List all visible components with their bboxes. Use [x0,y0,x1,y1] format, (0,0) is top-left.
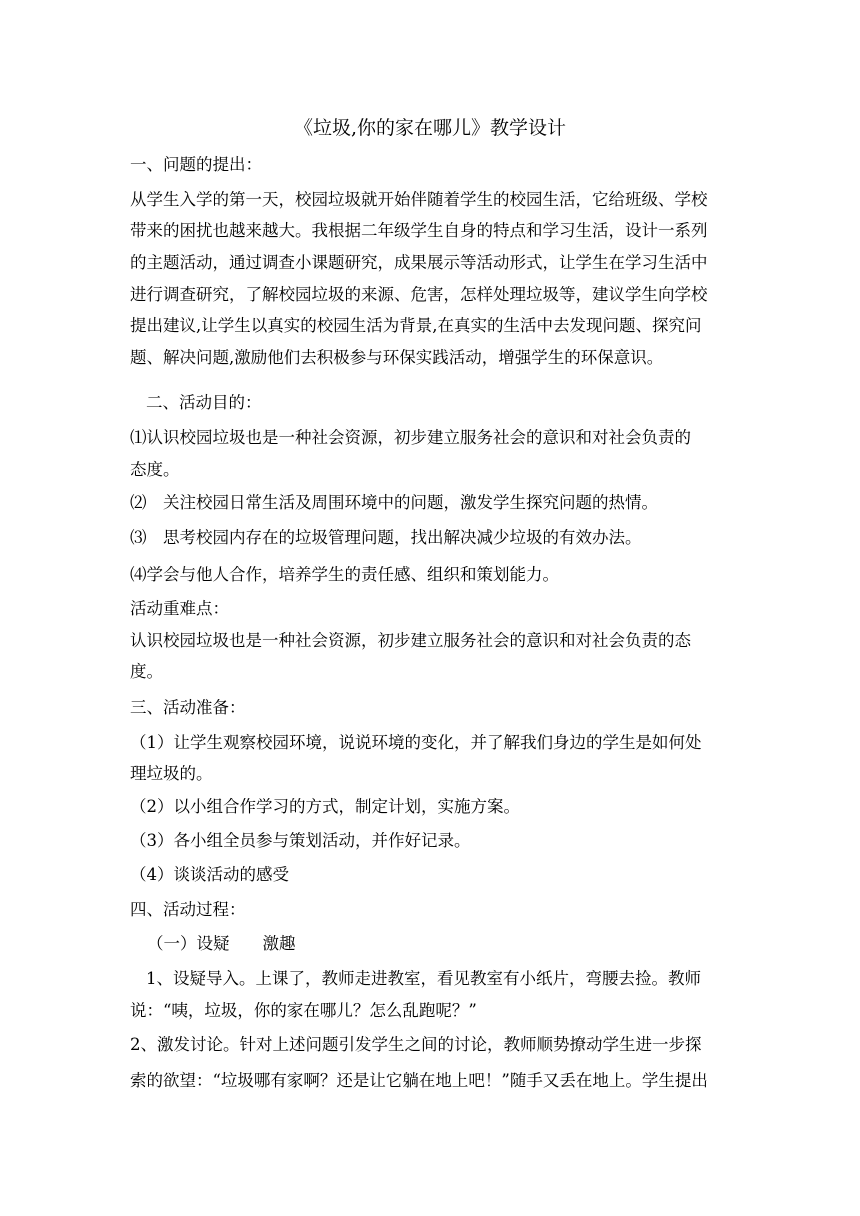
section-heading-goals: 二、活动目的： [146,393,262,412]
process-step-2: 2、激发讨论。针对上述问题引发学生之间的讨论，教师顺势撩动学生进一步探 [130,1035,702,1054]
goal-item-1-cont: 态度。 [130,460,180,479]
prep-item-1: （1）让学生观察校园环境，说说环境的变化，并了解我们身边的学生是如何处 [130,733,702,752]
paragraph-line: 题、解决问题,激励他们去积极参与环保实践活动，增强学生的环保意识。 [130,348,664,367]
process-step-2-cont: 索的欲望：“垃圾哪有家啊？还是让它躺在地上吧！”随手又丢在地上。学生提出 [130,1071,708,1090]
section-heading-preparation: 三、活动准备： [130,698,246,717]
paragraph-line: 认识校园垃圾也是一种社会资源，初步建立服务社会的意识和对社会负责的态 [130,631,691,650]
paragraph-line: 的主题活动，通过调查小课题研究，成果展示等活动形式，让学生在学习生活中 [130,253,708,272]
goal-item-2: ⑵ 关注校园日常生活及周围环境中的问题，激发学生探究问题的热情。 [130,493,658,512]
section-heading-problem: 一、问题的提出： [130,155,262,174]
paragraph-line: 带来的困扰也越来越大。我根据二年级学生自身的特点和学习生活，设计一系列 [130,221,708,240]
section-heading-process: 四、活动过程： [130,900,246,919]
paragraph-line: 进行调查研究，了解校园垃圾的来源、危害，怎样处理垃圾等，建议学生向学校 [130,285,708,304]
paragraph-line: 从学生入学的第一天，校园垃圾就开始伴随着学生的校园生活，它给班级、学校 [130,190,708,209]
prep-item-4: （4）谈谈活动的感受 [130,865,289,884]
paragraph-line: 提出建议,让学生以真实的校园生活为背景,在真实的生活中去发现问题、探究问 [130,316,702,335]
process-step-1: 1、设疑导入。上课了，教师走进教室，看见教室有小纸片，弯腰去捡。教师 [146,969,701,988]
process-step-1-cont: 说：“咦，垃圾，你的家在哪儿？怎么乱跑呢？” [130,1001,477,1020]
paragraph-line: 度。 [130,662,163,681]
goal-item-3: ⑶ 思考校园内存在的垃圾管理问题，找出解决减少垃圾的有效办法。 [130,528,642,547]
goal-item-4: ⑷学会与他人合作，培养学生的责任感、组织和策划能力。 [130,565,559,584]
section-heading-key-points: 活动重难点： [130,599,229,618]
prep-item-1-cont: 理垃圾的。 [130,764,213,783]
prep-item-3: （3）各小组全员参与策划活动，并作好记录。 [130,831,471,850]
subsection-heading: （一）设疑 激趣 [147,934,296,953]
goal-item-1: ⑴认识校园垃圾也是一种社会资源，初步建立服务社会的意识和对社会负责的 [130,428,691,447]
document-title: 《垃圾,你的家在哪儿》教学设计 [293,117,567,139]
prep-item-2: （2）以小组合作学习的方式，制定计划，实施方案。 [130,797,520,816]
